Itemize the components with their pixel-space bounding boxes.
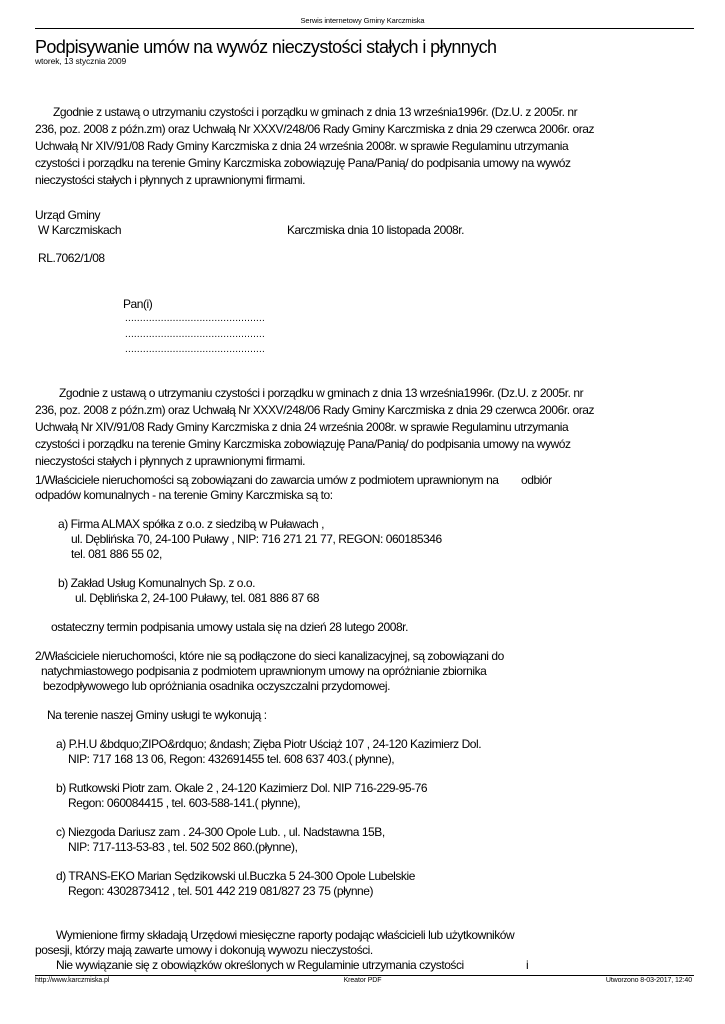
page-title: Podpisywanie umów na wywóz nieczystości stałych i płynnych xyxy=(35,37,497,57)
footer-url[interactable]: http://www.karczmiska.pl xyxy=(35,977,110,984)
provider-d-line-2: Regon: 4302873412 , tel. 501 442 219 081/827 23 75 (płynne) xyxy=(68,884,374,898)
provider-a-line-1: a) P.H.U &bdquo;ZIPO&rdquo; &ndash; Zięba Piotr Uściąż 107 , 24-120 Kazimierz Dol. xyxy=(56,737,482,751)
reference-number: RL.7062/1/08 xyxy=(38,251,105,265)
footer-divider xyxy=(35,975,694,976)
closing-line-1: Wymienione firmy składają Urzędowi miesięczne raporty podając właścicieli lub użytkowników xyxy=(56,928,515,942)
office-location: W Karczmiskach xyxy=(38,223,122,237)
header-divider xyxy=(35,28,694,29)
services-intro: Na terenie naszej Gminy usługi te wykonują : xyxy=(47,708,267,722)
firm-a-phone: tel. 081 886 55 02, xyxy=(71,547,162,561)
provider-d-line-1: d) TRANS-EKO Marian Sędzikowski ul.Buczka 5 24-300 Opole Lubelskie xyxy=(56,869,415,883)
provider-c-line-1: c) Niezgoda Dariusz zam . 24-300 Opole Lub. , ul. Nadstawna 15B, xyxy=(56,825,385,839)
point-1-line-1: 1/Właściciele nieruchomości są zobowiązani do zawarcia umów z podmiotem uprawnionym na xyxy=(35,473,499,487)
intro-paragraph: Zgodnie z ustawą o utrzymaniu czystości i porządku w gminach z dnia 13 września1996r. (Dz.U. z 2005r. nr 236, poz. 2008 z późn.zm) oraz Uchwałą Nr XXXV/248/06 Rady Gminy Karczmiska z dnia 29 czerwca 2006r. oraz Uchwałą Nr XIV/91/08 Rady Gminy Karczmiska z dnia 24 września 2008r. w sprawie Regulaminu utrzymania czystości i porządku na terenie Gminy Karczmiska zobowiązuję Pana/Panią/ do podpisania umowy na wywóz nieczystości stałych i płynnych z uprawnionymi firmami. xyxy=(35,105,595,187)
addressee-label: Pan(i) xyxy=(123,297,153,311)
firm-a-name: a) Firma ALMAX spółka z o.o. z siedzibą w Puławach , xyxy=(58,517,325,531)
office-name: Urząd Gminy xyxy=(35,208,101,222)
closing-line-2: posesji, którzy mają zawarte umowy i dokonują wywozu nieczystości. xyxy=(35,943,373,957)
deadline-text: ostateczny termin podpisania umowy ustala się na dzień 28 lutego 2008r. xyxy=(51,620,408,634)
point-1-line-2: odpadów komunalnych - na terenie Gminy Karczmiska są to: xyxy=(35,488,333,502)
site-header: Serwis internetowy Gminy Karczmiska xyxy=(300,16,425,25)
place-date: Karczmiska dnia 10 listopada 2008r. xyxy=(287,223,465,237)
addressee-line-2: ............................................... xyxy=(125,329,265,340)
point-2-line-1: 2/Właściciele nieruchomości, które nie są podłączone do sieci kanalizacyjnej, są zobowiązani do xyxy=(35,649,504,663)
provider-a-line-2: NIP: 717 168 13 06, Regon: 432691455 tel. 608 637 403.( płynne), xyxy=(68,752,395,766)
point-1-line-1-tail: odbiór xyxy=(521,473,552,487)
addressee-line-1: ............................................... xyxy=(125,313,265,324)
closing-line-3-tail: i xyxy=(526,958,529,972)
point-2-line-3: bezodpływowego lub opróżniania osadnika oczyszczalni przydomowej. xyxy=(43,679,390,693)
provider-c-line-2: NIP: 717-113-53-83 , tel. 502 502 860.(płynne), xyxy=(68,840,298,854)
closing-line-3: Nie wywiązanie się z obowiązków określonych w Regulaminie utrzymania czystości xyxy=(56,958,464,972)
addressee-line-3: ............................................... xyxy=(125,344,265,355)
article-date: wtorek, 13 stycznia 2009 xyxy=(35,56,127,66)
firm-b-name: b) Zakład Usług Komunalnych Sp. z o.o. xyxy=(58,576,256,590)
firm-b-address: ul. Dęblińska 2, 24-100 Puławy, tel. 081 886 87 68 xyxy=(75,591,320,605)
provider-b-line-1: b) Rutkowski Piotr zam. Okale 2 , 24-120 Kazimierz Dol. NIP 716-229-95-76 xyxy=(56,781,428,795)
footer-created: Utworzono 8-03-2017, 12:40 xyxy=(605,977,692,984)
body-paragraph: Zgodnie z ustawą o utrzymaniu czystości i porządku w gminach z dnia 13 września1996r. (Dz.U. z 2005r. nr 236, poz. 2008 z późn.zm) oraz Uchwałą Nr XXXV/248/06 Rady Gminy Karczmiska z dnia 29 czerwca 2006r. oraz Uchwałą Nr XIV/91/08 Rady Gminy Karczmiska z dnia 24 września 2008r. w sprawie Regulaminu utrzymania czystości i porządku na terenie Gminy Karczmiska zobowiązuję Pana/Panią/ do podpisania umowy na wywóz nieczystości stałych i płynnych z uprawnionymi firmami. xyxy=(35,386,595,468)
firm-a-address: ul. Dęblińska 70, 24-100 Puławy , NIP: 716 271 21 77, REGON: 060185346 xyxy=(71,532,442,546)
provider-b-line-2: Regon: 060084415 , tel. 603-588-141.( płynne), xyxy=(68,796,301,810)
point-2-line-2: natychmiastowego podpisania z podmiotem uprawnionym umowy na opróżnianie zbiornika xyxy=(41,664,487,678)
footer-generator: Kreator PDF xyxy=(343,977,382,984)
